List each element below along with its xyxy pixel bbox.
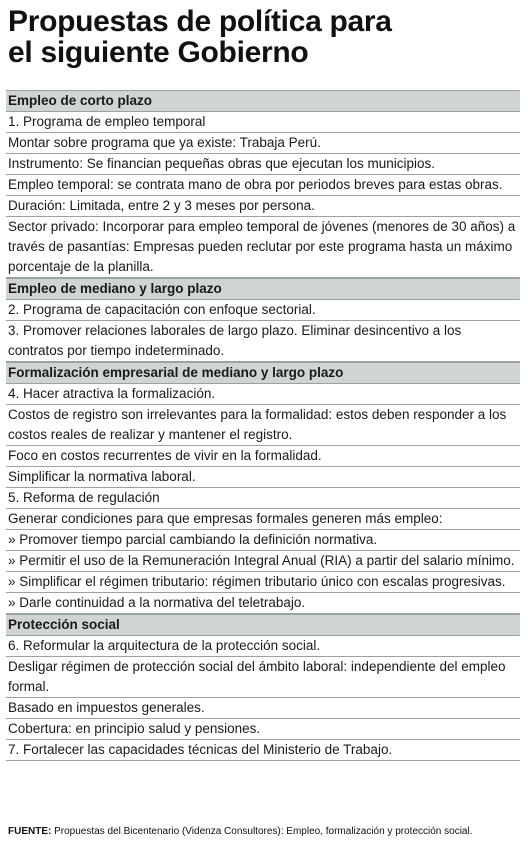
table-row: Generar condiciones para que empresas formales generen más empleo: — [6, 509, 520, 530]
title-line-1: Propuestas de política para — [8, 5, 392, 38]
table-row: Montar sobre programa que ya existe: Trabaja Perú. — [6, 133, 520, 154]
table-row: Instrumento: Se financian pequeñas obras que ejecutan los municipios. — [6, 154, 520, 175]
table-row: 5. Reforma de regulación — [6, 488, 520, 509]
table-row: Costos de registro son irrelevantes para la formalidad: estos deben responder a los costos reales de realizar y mantener el registro. — [6, 405, 520, 446]
table-row: » Promover tiempo parcial cambiando la definición normativa. — [6, 530, 520, 551]
section-header-empleo-mediano-largo-plazo: Empleo de mediano y largo plazo — [6, 278, 520, 300]
table-row: 3. Promover relaciones laborales de largo plazo. Eliminar desincentivo a los contratos por tiempo indeterminado. — [6, 321, 520, 362]
table-row: Basado en impuestos generales. — [6, 698, 520, 719]
footer-label: FUENTE: — [8, 826, 52, 837]
table-row: » Permitir el uso de la Remuneración Integral Anual (RIA) a partir del salario mínimo. — [6, 551, 520, 572]
table-row: Desligar régimen de protección social del ámbito laboral: independiente del empleo formal. — [6, 657, 520, 698]
section-header-empleo-corto-plazo: Empleo de corto plazo — [6, 90, 520, 112]
source-footer — [8, 826, 522, 838]
table-row: 7. Fortalecer las capacidades técnicas del Ministerio de Trabajo. — [6, 740, 520, 761]
table-row: 2. Programa de capacitación con enfoque sectorial. — [6, 300, 520, 321]
table-row: » Darle continuidad a la normativa del teletrabajo. — [6, 593, 520, 614]
page-title — [8, 6, 520, 68]
title-line-2: el siguiente Gobierno — [8, 36, 309, 69]
table-row: Duración: Limitada, entre 2 y 3 meses por persona. — [6, 196, 520, 217]
proposals-table — [6, 90, 520, 761]
section-header-proteccion-social: Protección social — [6, 614, 520, 636]
table-row: Empleo temporal: se contrata mano de obra por periodos breves para estas obras. — [6, 175, 520, 196]
table-row: Simplificar la normativa laboral. — [6, 467, 520, 488]
section-header-formalizacion-empresarial: Formalización empresarial de mediano y largo plazo — [6, 362, 520, 384]
table-row: 4. Hacer atractiva la formalización. — [6, 384, 520, 405]
footer-text: Propuestas del Bicentenario (Videnza Consultores): Empleo, formalización y protección social. — [51, 826, 473, 837]
table-row: » Simplificar el régimen tributario: régimen tributario único con escalas progresivas. — [6, 572, 520, 593]
table-row: 1. Programa de empleo temporal — [6, 112, 520, 133]
table-row: Cobertura: en principio salud y pensiones. — [6, 719, 520, 740]
table-row: 6. Reformular la arquitectura de la protección social. — [6, 636, 520, 657]
table-row: Sector privado: Incorporar para empleo temporal de jóvenes (menores de 30 años) a través de pasantías: Empresas pueden reclutar por este programa hasta un máximo porcentaje de la planilla. — [6, 217, 520, 278]
table-row: Foco en costos recurrentes de vivir en la formalidad. — [6, 446, 520, 467]
